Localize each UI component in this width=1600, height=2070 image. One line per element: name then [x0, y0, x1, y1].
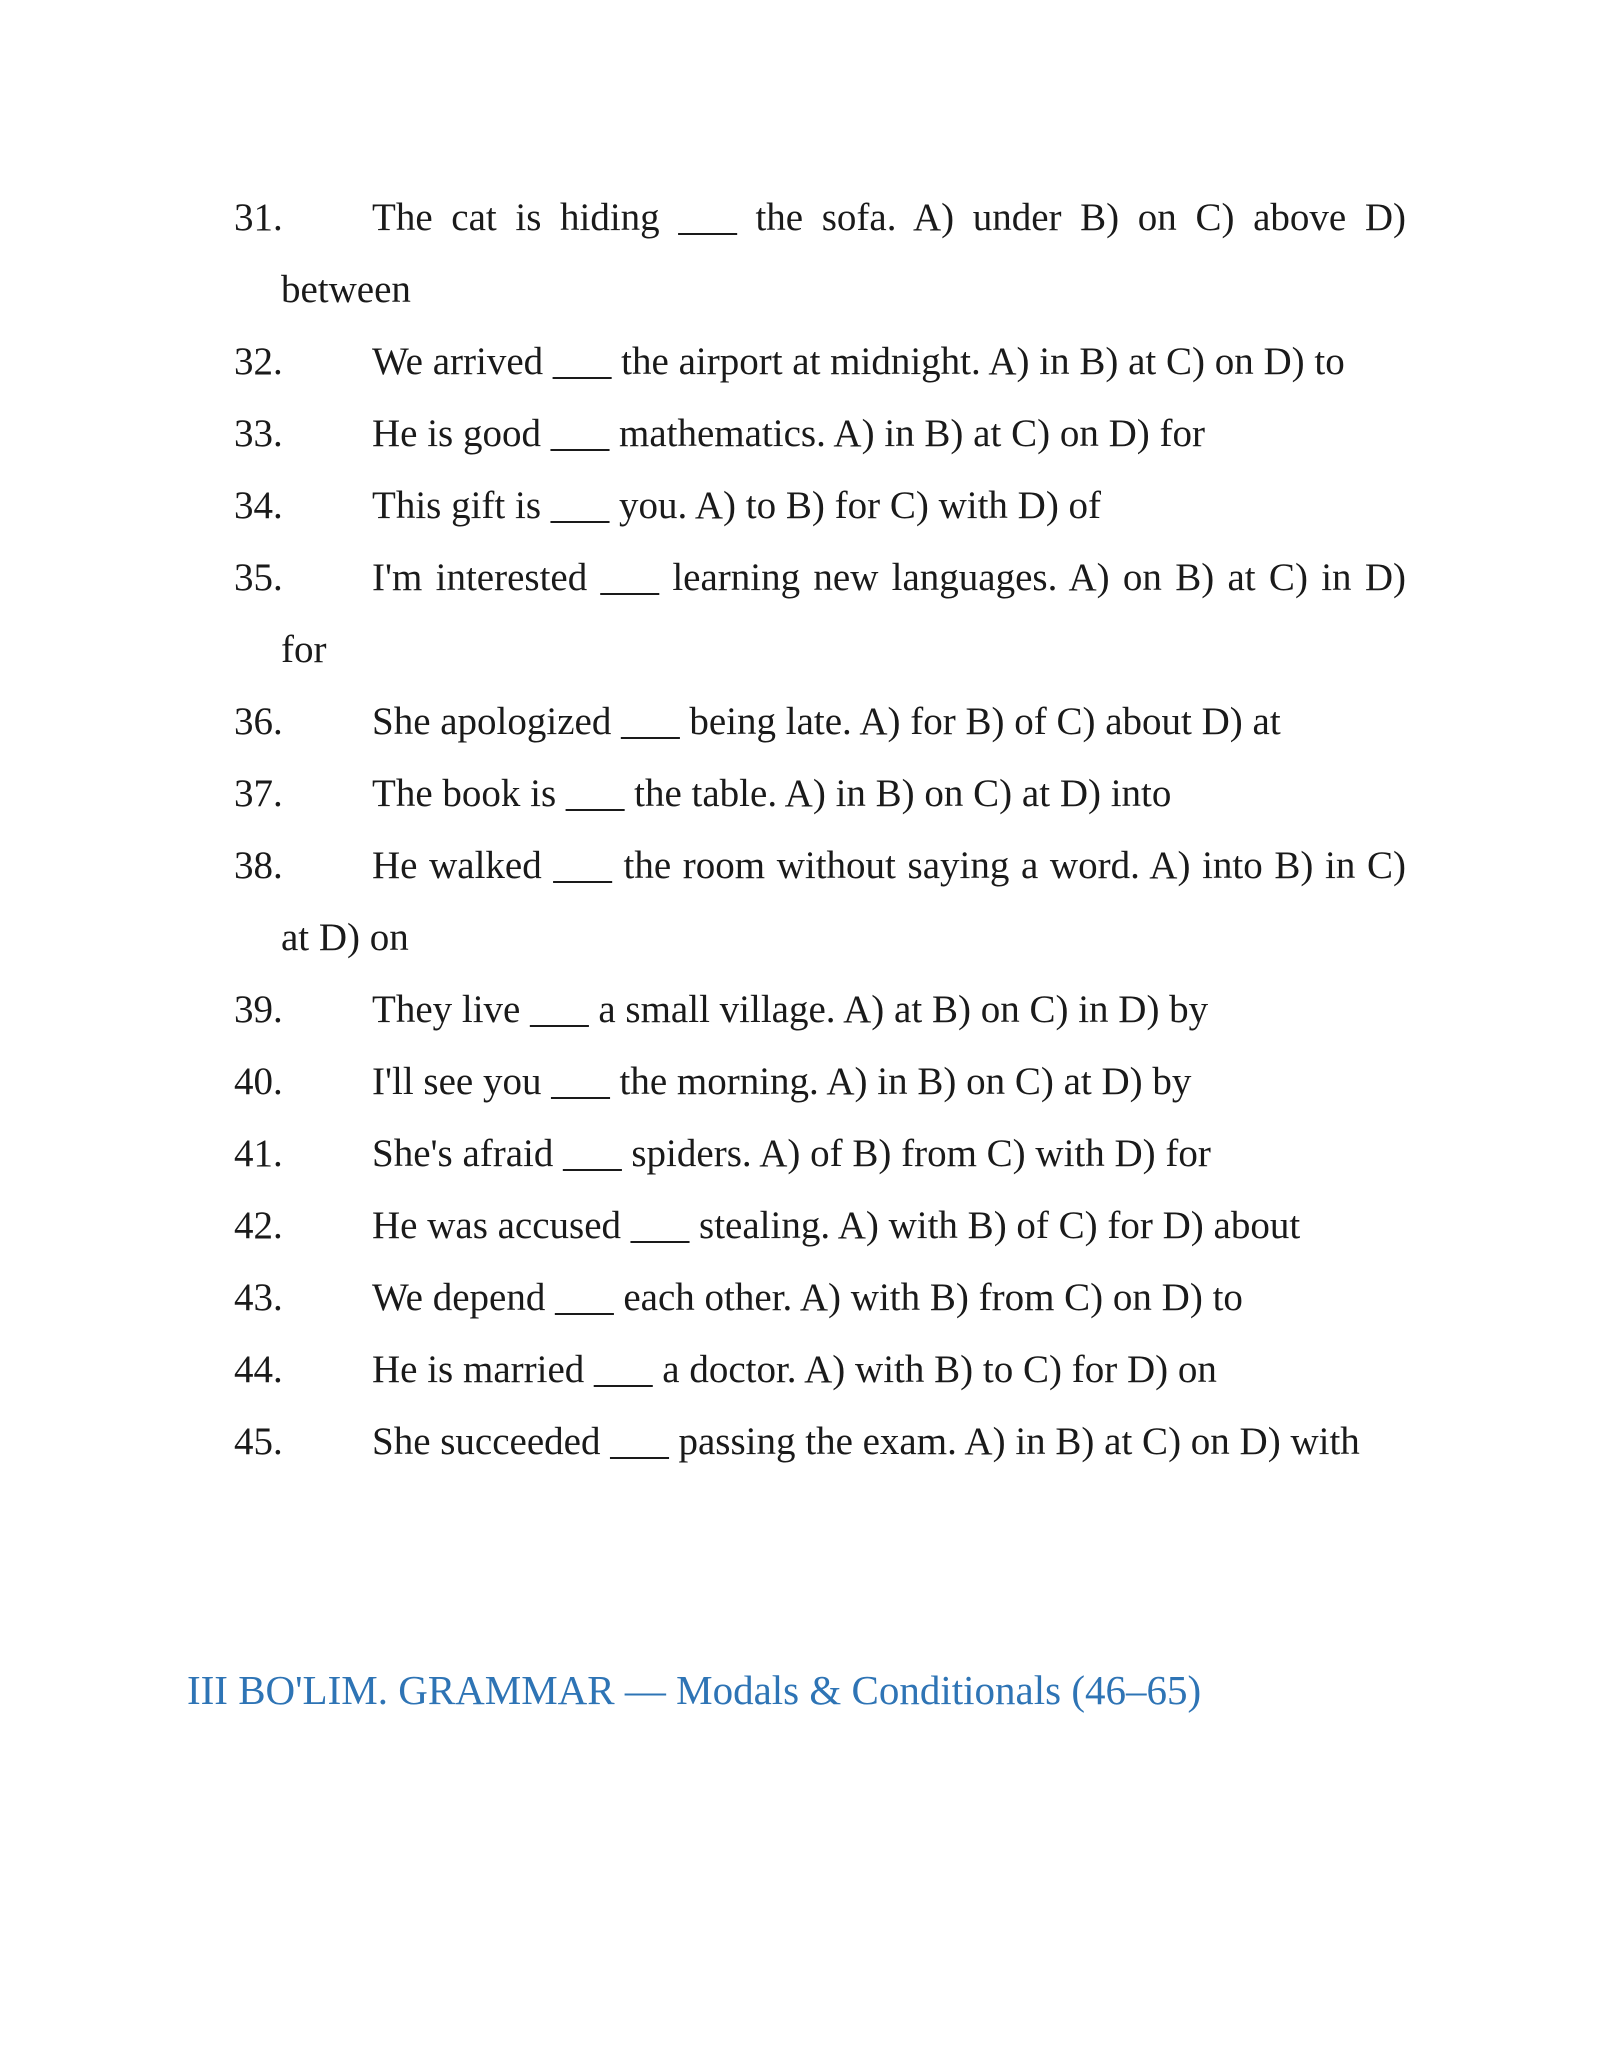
question-item — [234, 1262, 1406, 1334]
question-number: 40. — [234, 1060, 283, 1103]
question-item — [234, 758, 1406, 830]
question-number: 36. — [234, 700, 283, 743]
question-item — [234, 326, 1406, 398]
question-number: 33. — [234, 412, 283, 455]
section-heading: III BO'LIM. GRAMMAR — Modals & Conditionals (46–65) — [187, 1667, 1202, 1713]
question-number: 45. — [234, 1420, 283, 1463]
question-number: 43. — [234, 1276, 283, 1319]
question-text: He walked ___ the room without saying a word. A) into B) in C) at D) on — [281, 844, 1406, 959]
question-text: I'll see you ___ the morning. A) in B) on C) at D) by — [372, 1060, 1192, 1103]
question-item — [234, 1046, 1406, 1118]
question-item — [234, 1406, 1406, 1478]
question-text: He was accused ___ stealing. A) with B) of C) for D) about — [372, 1204, 1301, 1247]
question-text: The cat is hiding ___ the sofa. A) under B) on C) above D) between — [281, 196, 1406, 311]
question-text: We arrived ___ the airport at midnight. A) in B) at C) on D) to — [372, 340, 1345, 383]
question-item — [234, 182, 1406, 326]
question-number: 38. — [234, 844, 283, 887]
question-item — [234, 1334, 1406, 1406]
question-text: He is good ___ mathematics. A) in B) at C) on D) for — [372, 412, 1205, 455]
question-item — [234, 542, 1406, 686]
question-text: I'm interested ___ learning new languages. A) on B) at C) in D) for — [281, 556, 1406, 671]
question-list — [234, 182, 1406, 1478]
question-number: 37. — [234, 772, 283, 815]
question-text: This gift is ___ you. A) to B) for C) with D) of — [372, 484, 1102, 527]
question-number: 39. — [234, 988, 283, 1031]
question-item — [234, 470, 1406, 542]
question-text: She succeeded ___ passing the exam. A) in B) at C) on D) with — [372, 1420, 1360, 1463]
question-text: They live ___ a small village. A) at B) on C) in D) by — [372, 988, 1209, 1031]
question-number: 44. — [234, 1348, 283, 1391]
question-text: She apologized ___ being late. A) for B) of C) about D) at — [372, 700, 1281, 743]
question-number: 34. — [234, 484, 283, 527]
question-text: The book is ___ the table. A) in B) on C) at D) into — [372, 772, 1172, 815]
question-number: 31. — [234, 196, 283, 239]
question-text: He is married ___ a doctor. A) with B) to C) for D) on — [372, 1348, 1217, 1391]
question-number: 32. — [234, 340, 283, 383]
question-number: 41. — [234, 1132, 283, 1175]
question-text: She's afraid ___ spiders. A) of B) from C) with D) for — [372, 1132, 1211, 1175]
question-number: 35. — [234, 556, 283, 599]
question-item — [234, 1118, 1406, 1190]
question-item — [234, 830, 1406, 974]
question-item — [234, 686, 1406, 758]
question-text: We depend ___ each other. A) with B) from C) on D) to — [372, 1276, 1243, 1319]
question-number: 42. — [234, 1204, 283, 1247]
question-item — [234, 1190, 1406, 1262]
question-item — [234, 398, 1406, 470]
question-item — [234, 974, 1406, 1046]
